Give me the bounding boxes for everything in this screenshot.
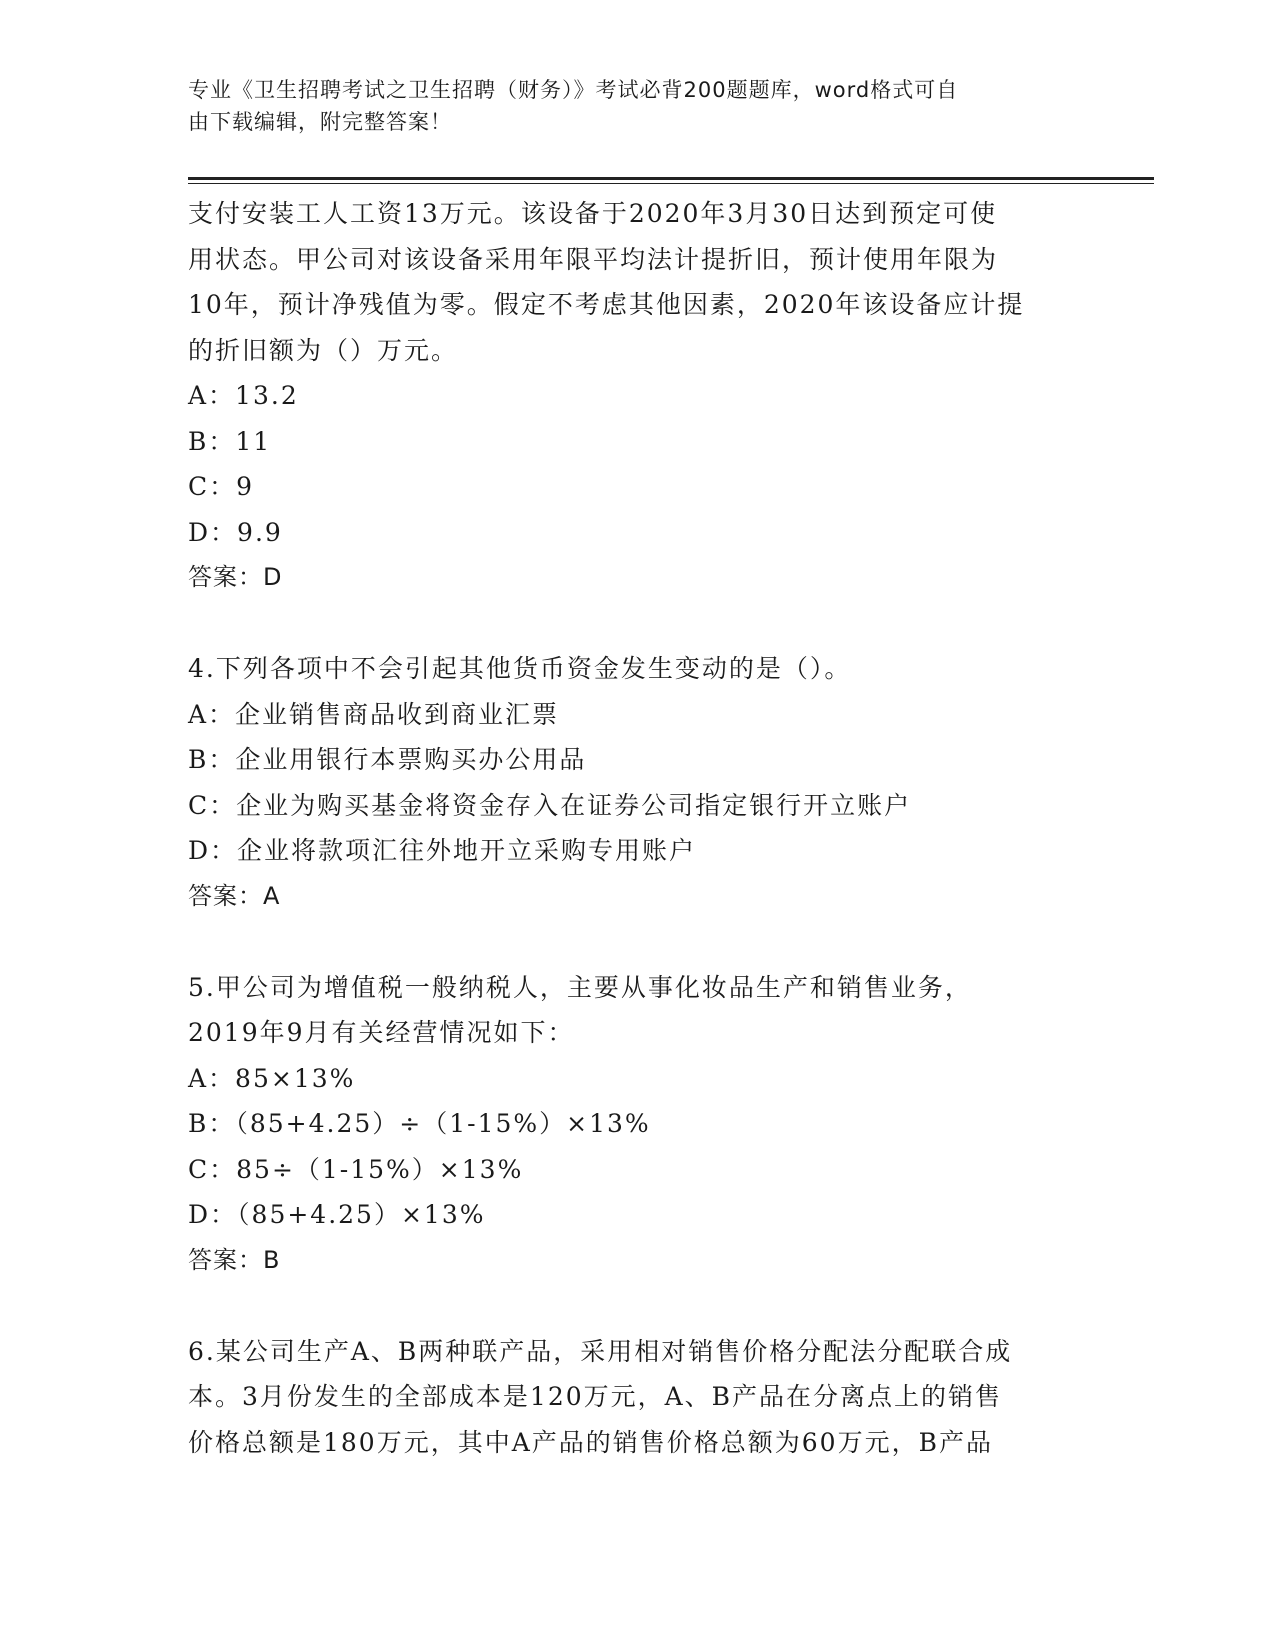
question-stem-line: 的折旧额为（）万元。 xyxy=(188,335,459,365)
option-c: C：9 xyxy=(188,472,255,501)
option-d: D：（85+4.25）×13% xyxy=(188,1200,486,1229)
question-stem-line: 2019年9月有关经营情况如下： xyxy=(188,1018,575,1047)
option-b: B：（85+4.25）÷（1-15%）×13% xyxy=(188,1109,651,1138)
answer-line: 答案：B xyxy=(188,1245,281,1274)
question-stem-line: 支付安装工人工资13万元。该设备于2020年3月30日达到预定可使 xyxy=(188,199,998,228)
answer-line: 答案：D xyxy=(188,563,283,591)
question-stem-line: 5.甲公司为增值税一般纳税人，主要从事化妆品生产和销售业务， xyxy=(188,972,972,1002)
question-stem-line: 6.某公司生产A、B两种联产品，采用相对销售价格分配法分配联合成 xyxy=(188,1336,1013,1366)
answer-line: 答案：A xyxy=(188,881,281,910)
question-stem-line: 4.下列各项中不会引起其他货币资金发生变动的是（）。 xyxy=(188,654,852,683)
header-title-line-2: 由下载编辑，附完整答案！ xyxy=(188,110,452,134)
question-3 xyxy=(188,191,1088,601)
question-4 xyxy=(188,646,1088,919)
spacer xyxy=(188,919,1088,965)
option-b: B：企业用银行本票购买办公用品 xyxy=(188,745,587,774)
question-stem-line: 本。3月份发生的全部成本是120万元，A、B产品在分离点上的销售 xyxy=(188,1382,1003,1411)
header-divider-thick xyxy=(188,177,1154,180)
option-b: B：11 xyxy=(188,426,272,456)
option-c: C：企业为购买基金将资金存入在证券公司指定银行开立账户 xyxy=(188,790,912,820)
document-header xyxy=(188,74,1068,138)
option-c: C：85÷（1-15%）×13% xyxy=(188,1154,524,1184)
question-stem-line: 10年，预计净残值为零。假定不考虑其他因素，2020年该设备应计提 xyxy=(188,290,1025,319)
spacer xyxy=(188,601,1088,647)
question-stem-line: 用状态。甲公司对该设备采用年限平均法计提折旧，预计使用年限为 xyxy=(188,244,999,274)
header-divider-thin xyxy=(188,183,1154,184)
option-d: D：企业将款项汇往外地开立采购专用账户 xyxy=(188,836,697,865)
option-a: A：企业销售商品收到商业汇票 xyxy=(188,699,560,729)
spacer xyxy=(188,1283,1088,1329)
option-a: A：85×13% xyxy=(188,1063,356,1093)
document-body xyxy=(188,191,1088,1465)
question-6 xyxy=(188,1329,1088,1466)
question-5 xyxy=(188,965,1088,1284)
question-stem-line: 价格总额是180万元，其中A产品的销售价格总额为60万元，B产品 xyxy=(188,1427,993,1457)
option-a: A：13.2 xyxy=(188,381,299,410)
header-title-line-1: 专业《卫生招聘考试之卫生招聘（财务）》考试必背200题题库，word格式可自 xyxy=(188,78,959,102)
option-d: D：9.9 xyxy=(188,517,283,547)
